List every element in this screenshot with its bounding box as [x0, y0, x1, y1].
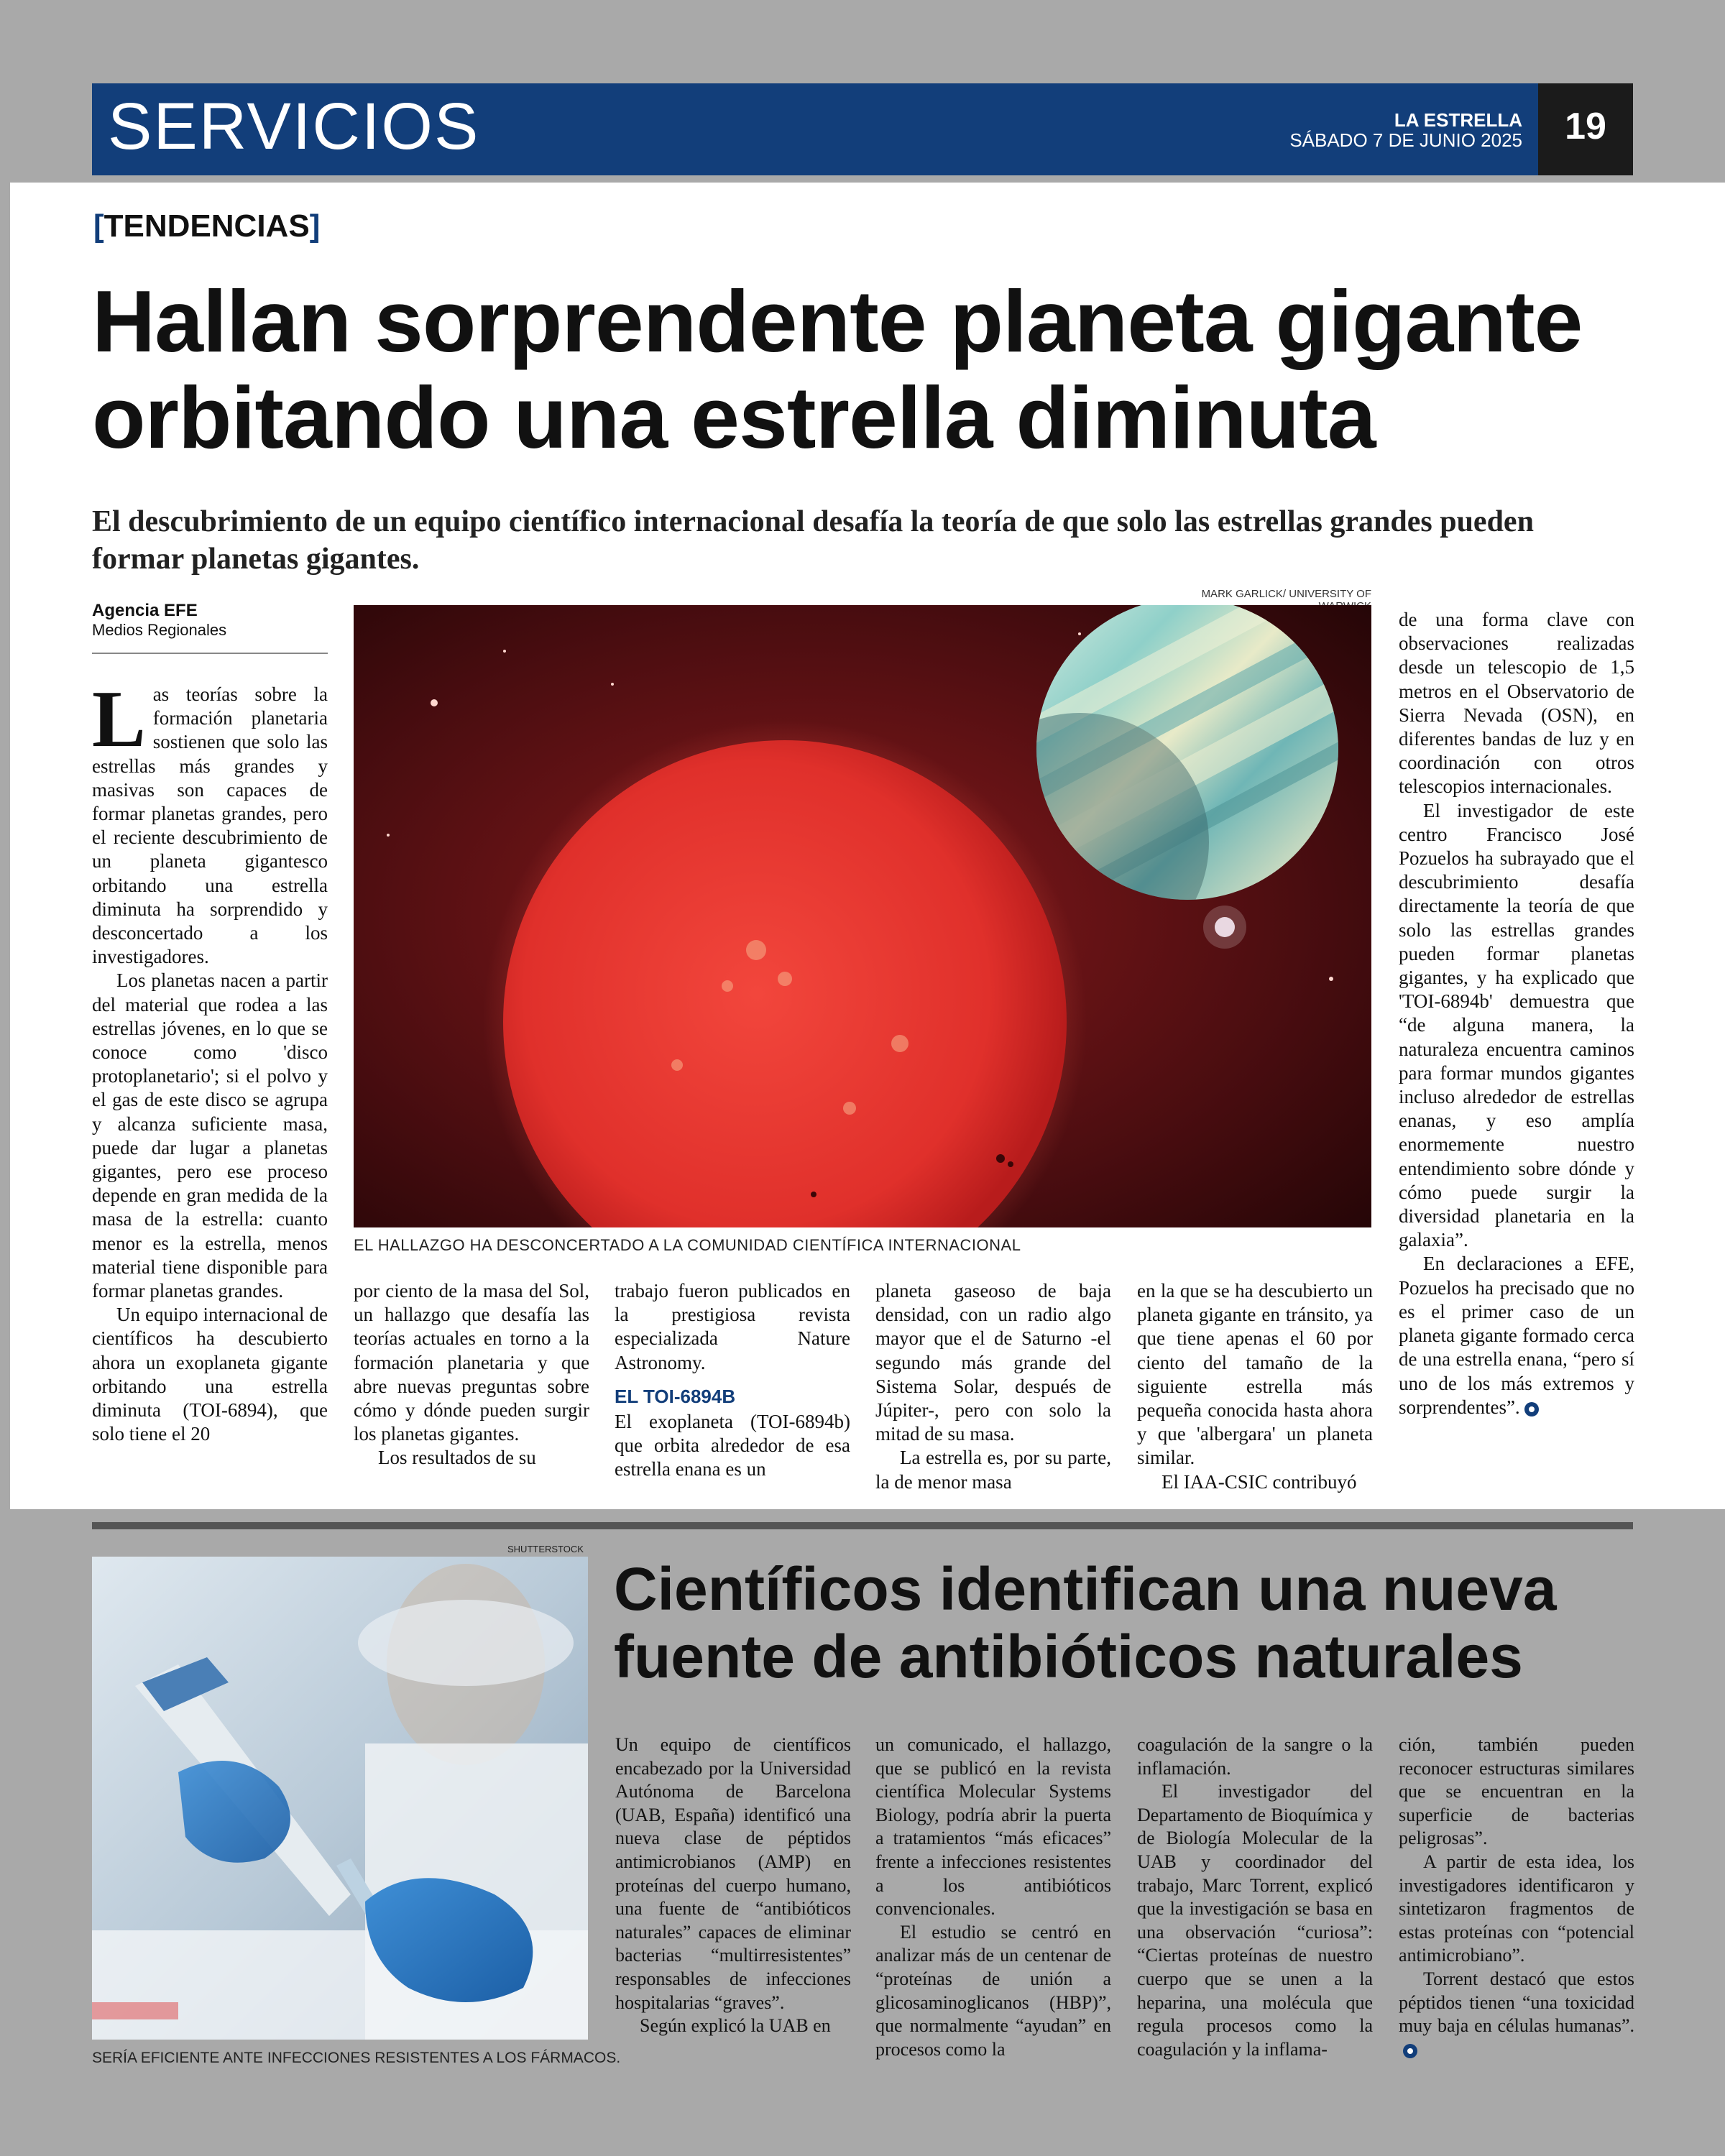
- section-title: SERVICIOS: [108, 90, 480, 163]
- lab-photo-caption: SERÍA EFICIENTE ANTE INFECCIONES RESISTENTES A LOS FÁRMACOS.: [92, 2050, 621, 2066]
- paragraph: por ciento de la masa del Sol, un hallazgo que desafía las teorías actuales en torno a la formación planetaria y que abre nuevas preguntas sobre cómo y dónde pueden surgir los planetas gigantes.: [354, 1280, 589, 1445]
- article-kicker: [93, 208, 320, 244]
- page-number: 19: [1565, 106, 1606, 147]
- secondary-column-1: [615, 1733, 851, 2038]
- byline-agency: Agencia EFE: [92, 601, 198, 620]
- paragraph: un comunicado, el hallazgo, que se publicó en la revista científica Molecular Systems Biology, podría abrir la puerta a tratamientos “más eficaces” frente a infecciones resistentes a los antibióticos convencionales.: [875, 1734, 1111, 1920]
- paragraph: Los planetas nacen a partir del material que rodea a las estrellas jóvenes, en lo que se conoce como 'disco protoplanetario'; si el polvo y el gas de este disco se agrupa y alcanza suficiente masa, puede dar lugar a planetas gigantes, pero ese proceso depende en gran medida de la masa de la estrella: cuanto menor es la estrella, menos material tiene disponible para formar planetas grandes.: [92, 969, 328, 1302]
- kicker-text: TENDENCIAS: [104, 208, 310, 244]
- paragraph: La estrella es, por su parte, la de menor masa: [875, 1447, 1111, 1493]
- main-photo-credit: MARK GARLICK/ UNIVERSITY OF: [1201, 588, 1371, 600]
- main-headline: Hallan sorprendente planeta gigante orbitando una estrella diminuta: [92, 272, 1583, 466]
- planet-illustration: [354, 605, 1371, 1227]
- secondary-column-3: [1137, 1733, 1373, 2061]
- paragraph: Un equipo internacional de científicos ha descubierto ahora un exoplaneta gigante orbitando una estrella diminuta (TOI-6894), que solo tiene el 20: [92, 1304, 328, 1445]
- secondary-headline: Científicos identifican una nueva fuente de antibióticos naturales: [614, 1555, 1557, 1690]
- paragraph: El estudio se centró en analizar más de un centenar de “proteínas de unión a glicosaminoglicanos (HBP)”, que normalmente “ayudan” en procesos como la: [875, 1921, 1111, 2060]
- paragraph: Un equipo de científicos encabezado por la Universidad Autónoma de Barcelona (UAB, España) identificó una nueva clase de péptidos antimicrobianos (AMP) en proteínas del cuerpo humano, una fuente de “antibióticos naturales” capaces de eliminar bacterias “multirresistentes” responsables de infecciones hospitalarias “graves”.: [615, 1734, 851, 2013]
- paragraph: [1399, 1252, 1634, 1419]
- paragraph: coagulación de la sangre o la inflamación.: [1137, 1734, 1373, 1779]
- article-column-6: [1399, 608, 1634, 1419]
- paragraph: A partir de esta idea, los investigadores identificaron y sintetizaron fragmentos de estas proteínas con “potencial antimicrobiano”.: [1399, 1851, 1634, 1966]
- paragraph: as teorías sobre la formación planetaria sostienen que solo las estrellas más grandes y masivas son capaces de formar planetas grandes, pero el reciente descubrimiento de un planeta gigantesco orbitando una estrella diminuta ha sorprendido y desconcertado a los investigadores.: [92, 683, 328, 968]
- article-column-1: [92, 675, 328, 1447]
- paragraph: planeta gaseoso de baja densidad, con un radio algo mayor que el de Saturno -el segundo más grande del Sistema Solar, después de Júpiter-, pero con solo la mitad de su masa.: [875, 1280, 1111, 1445]
- byline-divider: [92, 653, 328, 654]
- paragraph: Según explicó la UAB en: [640, 2015, 831, 2037]
- drop-cap: L: [92, 675, 146, 764]
- end-mark-icon: [1403, 2044, 1417, 2058]
- secondary-column-2: [875, 1733, 1111, 2061]
- paragraph: [1399, 1968, 1634, 2061]
- main-photo-caption: EL HALLAZGO HA DESCONCERTADO A LA COMUNIDAD CIENTÍFICA INTERNACIONAL: [354, 1236, 1021, 1254]
- newspaper-name: LA ESTRELLA: [1394, 109, 1522, 131]
- subheading: EL TOI-6894B: [615, 1385, 736, 1407]
- article-column-4: [875, 1279, 1111, 1494]
- paragraph: El IAA-CSIC contribuyó: [1162, 1470, 1357, 1493]
- article-column-5: [1137, 1279, 1373, 1494]
- issue-date: SÁBADO 7 DE JUNIO 2025: [1289, 129, 1522, 151]
- paragraph-text: Torrent destacó que estos péptidos tienen “una toxicidad muy baja en células humanas”.: [1399, 1968, 1634, 2037]
- article-column-2: [354, 1279, 589, 1470]
- paragraph: Los resultados de su: [378, 1447, 536, 1469]
- end-mark-icon: [1524, 1402, 1539, 1416]
- paragraph: El investigador de este centro Francisco José Pozuelos ha subrayado que el descubrimiento desafía directamente la teoría de que solo las estrellas grandes pueden formar planetas gigantes, y ha explicado que 'TOI-6894b' demuestra que “de alguna manera, la naturaleza encuentra caminos para formar mundos gigantes incluso alrededor de estrellas enanas, y eso amplía enormemente nuestro entendimiento sobre dónde y cómo puede surgir la diversidad planetaria en la galaxia”.: [1399, 799, 1634, 1251]
- kicker-bracket-close: ]: [309, 208, 321, 244]
- lab-photo-credit: SHUTTERSTOCK: [507, 1544, 584, 1554]
- article-deck: El descubrimiento de un equipo científico internacional desafía la teoría de que solo las estrellas grandes pueden formar planetas gigantes.: [92, 505, 1534, 576]
- byline-media: Medios Regionales: [92, 621, 227, 639]
- article-column-3: [615, 1279, 850, 1482]
- paragraph: trabajo fueron publicados en la prestigiosa revista especializada Nature Astronomy.: [615, 1280, 850, 1373]
- page-number-box: [1538, 83, 1633, 175]
- article-divider: [92, 1522, 1633, 1529]
- kicker-bracket-open: [: [93, 208, 104, 244]
- paragraph: en la que se ha descubierto un planeta gigante en tránsito, ya que tiene apenas el 60 por ciento del tamaño de la siguiente estrella más pequeña conocida hasta ahora y que 'albergara' un planeta similar.: [1137, 1280, 1373, 1469]
- paragraph: ción, también pueden reconocer estructuras similares que se encuentran en la superficie de bacterias peligrosas”.: [1399, 1734, 1634, 1849]
- paragraph: de una forma clave con observaciones realizadas desde un telescopio de 1,5 metros en el Observatorio de Sierra Nevada (OSN), en diferentes bandas de luz y en coordinación con otros telescopios internacionales.: [1399, 609, 1634, 798]
- paragraph: El exoplaneta (TOI-6894b) que orbita alrededor de esa estrella enana es un: [615, 1411, 850, 1480]
- paragraph: El investigador del Departamento de Bioquímica y de Biología Molecular de la UAB y coordinador del trabajo, Marc Torrent, explicó que la investigación se basa en una observación “curiosa”: “Ciertas proteínas de nuestro cuerpo que se unen a la heparina, una molécula que regula procesos como la coagulación y la inflama-: [1137, 1781, 1373, 2060]
- paragraph-text: En declaraciones a EFE, Pozuelos ha precisado que no es el primer caso de un planeta gigante formado cerca de una estrella enana, “pero sí uno de los más extremos y sorprendentes”.: [1399, 1253, 1634, 1418]
- lab-scientist-photo: [92, 1557, 588, 2040]
- secondary-column-4: [1399, 1733, 1634, 2061]
